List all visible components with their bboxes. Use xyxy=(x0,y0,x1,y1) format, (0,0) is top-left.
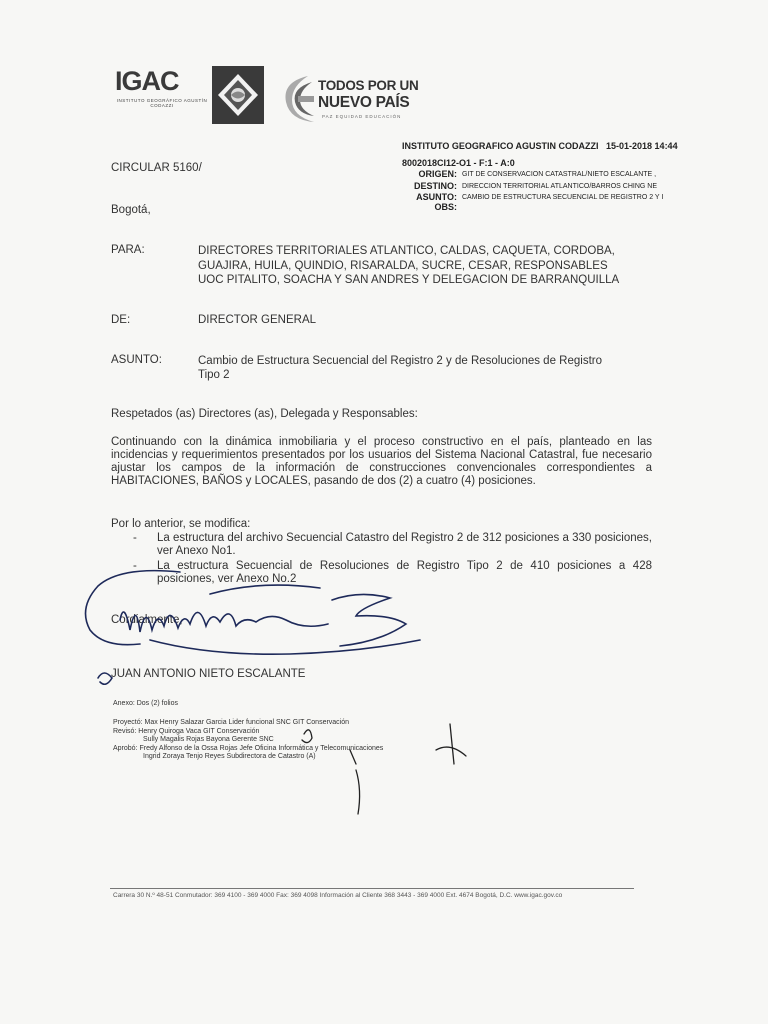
stamp-origen-row xyxy=(402,169,702,181)
credit-line: Proyectó: Max Henry Salazar Garcia Lider funcional SNC GIT Conservación xyxy=(113,719,350,726)
bullet-text: La estructura del archivo Secuencial Catastro del Registro 2 de 312 posiciones a 330 posiciones, ver Anexo No1. xyxy=(157,532,652,557)
list-item xyxy=(133,532,652,558)
para-line: DIRECTORES TERRITORIALES ATLANTICO, CALDAS, CAQUETA, CORDOBA, xyxy=(198,245,615,257)
anexo-note: Anexo: Dos (2) folios xyxy=(113,700,178,707)
asunto-line: Tipo 2 xyxy=(198,369,230,381)
igac-emblem-icon xyxy=(212,66,264,124)
stamp-institution: INSTITUTO GEOGRAFICO AGUSTIN CODAZZI xyxy=(402,141,599,151)
stamp-destino-value: DIRECCION TERRITORIAL ATLANTICO/BARROS CHING NE xyxy=(462,182,657,190)
stamp-datetime: 15-01-2018 14:44 xyxy=(606,141,678,151)
bullet-text: La estructura Secuencial de Resoluciones de Registro Tipo 2 de 410 posiciones a 428 posiciones, ver Anexo No.2 xyxy=(157,560,652,585)
igac-logo xyxy=(115,66,265,126)
circular-number: CIRCULAR 5160/ xyxy=(111,162,202,174)
approval-initials xyxy=(290,720,470,820)
nuevo-pais-emblem-icon xyxy=(278,72,318,126)
credit-line: Revisó: Henry Quiroga Vaca GIT Conservación xyxy=(113,727,260,735)
signer-name: JUAN ANTONIO NIETO ESCALANTE xyxy=(111,668,306,680)
igac-logo-text: IGAC xyxy=(115,66,179,96)
asunto-label: ASUNTO: xyxy=(111,354,162,366)
body-paragraph: Continuando con la dinámica inmobiliaria y el proceso constructivo en el país, planteado en las incidencias y requerimientos presentados por los usuarios del Sistema Nacional Catastral, fue necesario ajustar los campos de la información de construcciones convencionales correspondientes a HABITACIONES, BAÑOS y LOCALES, pasando de dos (2) a cuatro (4) posiciones. xyxy=(111,436,652,487)
stamp-obs-label: OBS: xyxy=(434,201,457,212)
closing: Cordialmente, xyxy=(111,614,183,626)
para-line: UOC PITALITO, SOACHA Y SAN ANDRES Y DELEGACION DE BARRANQUILLA xyxy=(198,274,620,286)
igac-logo-subtitle: INSTITUTO GEOGRÁFICO AGUSTÍN CODAZZI xyxy=(116,98,208,108)
stamp-destino-label: DESTINO: xyxy=(413,180,457,191)
credit-line: Aprobó: Fredy Alfonso de la Ossa Rojas Jefe Oficina Informática y Telecomunicaciones xyxy=(113,744,384,752)
credit-line: Ingrid Zoraya Tenjo Reyes Subdirectora de Catastro (A) xyxy=(143,753,316,760)
credit-line: Sully Magalis Rojas Bayona Gerente SNC xyxy=(143,736,274,743)
para-label: PARA: xyxy=(111,244,145,256)
handwritten-signature xyxy=(60,560,480,720)
para-line: GUAJIRA, HUILA, QUINDIO, RISARALDA, SUCRE, CESAR, RESPONSABLES xyxy=(198,259,608,272)
todos-por-un-nuevo-pais-logo xyxy=(278,72,428,126)
footer-contact: Carrera 30 N.º 48-51 Conmutador: 369 4100 - 369 4000 Fax: 369 4098 Información al Cliente 368 3443 - 369 4000 Ext. 4674 Bogotá, D.C. www.igac.gov.co xyxy=(113,892,563,899)
greeting: Respetados (as) Directores (as), Delegada y Responsables: xyxy=(111,408,418,420)
stamp-asunto-value: CAMBIO DE ESTRUCTURA SECUENCIAL DE REGISTRO 2 Y I xyxy=(462,194,664,201)
para-recipients xyxy=(198,244,668,288)
modification-intro: Por lo anterior, se modifica: xyxy=(111,518,251,530)
stamp-destino-row xyxy=(402,181,702,193)
logo-tagline: PAZ EQUIDAD EDUCACIÓN xyxy=(322,114,402,119)
asunto-line: Cambio de Estructura Secuencial del Registro 2 y de Resoluciones de Registro xyxy=(198,355,602,367)
bullet-dash: - xyxy=(133,560,137,572)
city-date: Bogotá, xyxy=(111,204,151,216)
stamp-code: 8002018CI12-O1 - F:1 - A:0 xyxy=(402,157,515,168)
stamp-asunto-label: ASUNTO: xyxy=(416,192,457,202)
logo-line-2: NUEVO PAÍS xyxy=(318,94,410,111)
asunto-value xyxy=(198,354,668,382)
registration-stamp xyxy=(402,141,702,213)
stamp-origen-label: ORIGEN: xyxy=(418,169,457,179)
stamp-header xyxy=(402,141,702,153)
logo-line-1: TODOS POR UN xyxy=(318,78,419,93)
de-label: DE: xyxy=(111,314,131,326)
bullet-dash: - xyxy=(133,532,137,544)
stamp-origen-value: GIT DE CONSERVACION CATASTRAL/NIETO ESCALANTE , xyxy=(462,171,657,178)
de-value: DIRECTOR GENERAL xyxy=(198,314,317,326)
footer-divider xyxy=(110,888,634,889)
